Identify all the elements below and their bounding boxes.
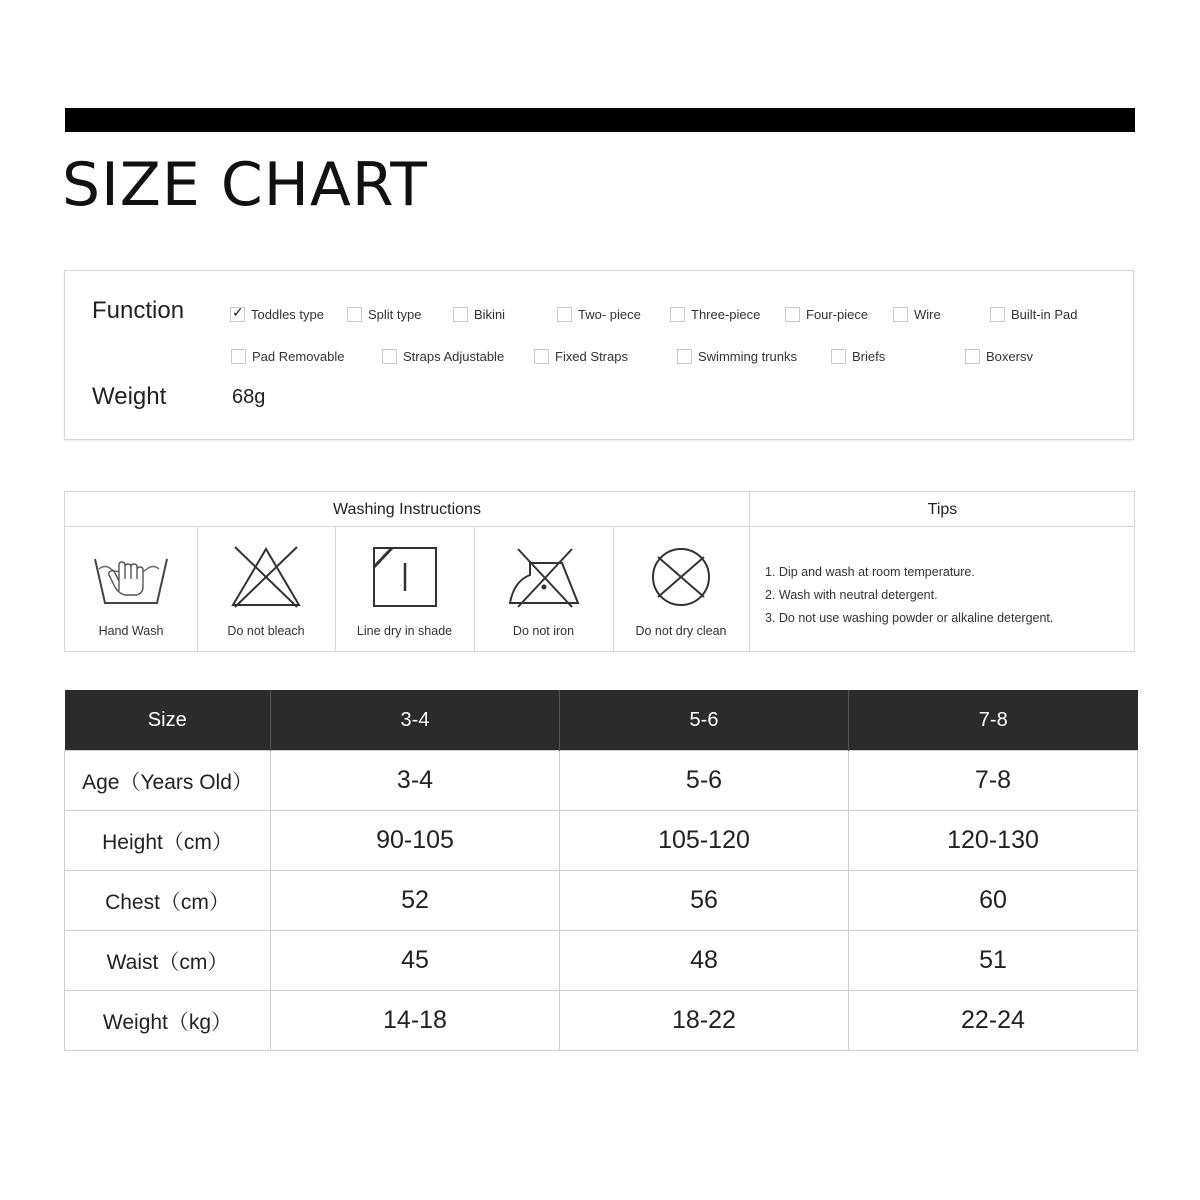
checkbox-icon[interactable] [831,349,846,364]
weight-value: 68g [232,386,266,408]
checkbox-icon[interactable] [557,307,572,322]
checkbox-checked-icon[interactable] [230,307,245,322]
no-dry-clean-icon [644,545,718,609]
option-label: Briefs [852,349,886,364]
table-cell: 7-8 [849,751,1138,811]
top-black-bar [65,108,1135,132]
function-panel [64,270,1134,440]
table-cell: 52 [271,871,560,931]
checkbox-icon[interactable] [965,349,980,364]
checkbox-icon[interactable] [382,349,397,364]
row-label: Age（Years Old） [65,751,271,811]
row-label: Height（cm） [65,811,271,871]
divider [749,492,750,651]
column-header: 5-6 [560,690,849,751]
table-cell: 18-22 [560,991,849,1051]
option-straps-adjustable[interactable] [382,349,504,364]
table-row [65,871,1138,931]
column-header: 7-8 [849,690,1138,751]
wash-item-label: Line dry in shade [356,624,453,638]
table-cell: 14-18 [271,991,560,1051]
table-header-row [65,690,1138,751]
wash-item-label: Do not iron [512,624,575,638]
option-label: Boxersv [986,349,1033,364]
option-label: Swimming trunks [698,349,797,364]
table-row [65,931,1138,991]
option-label: Built-in Pad [1011,307,1078,322]
table-cell: 60 [849,871,1138,931]
table-row [65,811,1138,871]
option-bikini[interactable] [453,307,505,322]
table-row [65,751,1138,811]
option-label: Toddles type [251,307,324,322]
option-wire[interactable] [893,307,941,322]
no-iron-icon [504,545,584,609]
option-label: Fixed Straps [555,349,628,364]
option-split-type[interactable] [347,307,421,322]
wash-item-no-dry-clean [613,527,749,651]
option-fixed-straps[interactable] [534,349,628,364]
wash-item-label: Do not bleach [227,624,305,638]
row-label: Chest（cm） [65,871,271,931]
option-swimming-trunks[interactable] [677,349,797,364]
table-cell: 48 [560,931,849,991]
function-label: Function [92,297,185,324]
tip-line: 1. Dip and wash at room temperature. [765,565,975,579]
option-label: Wire [914,307,941,322]
checkbox-icon[interactable] [670,307,685,322]
checkbox-icon[interactable] [534,349,549,364]
option-toddles-type[interactable] [230,307,324,322]
wash-item-label: Hand Wash [98,624,164,638]
option-four-piece[interactable] [785,307,868,322]
table-cell: 51 [849,931,1138,991]
table-cell: 3-4 [271,751,560,811]
option-boxersv[interactable] [965,349,1033,364]
checkbox-icon[interactable] [231,349,246,364]
table-cell: 5-6 [560,751,849,811]
no-bleach-icon [229,545,303,609]
option-label: Pad Removable [252,349,345,364]
size-table [64,690,1138,1051]
tip-line: 3. Do not use washing powder or alkaline detergent. [765,611,1054,625]
option-briefs[interactable] [831,349,885,364]
column-header: Size [65,690,271,751]
table-cell: 56 [560,871,849,931]
option-label: Four-piece [806,307,869,322]
page-title: SIZE CHART [62,150,428,220]
table-cell: 45 [271,931,560,991]
option-label: Bikini [474,307,506,322]
washing-panel [64,491,1135,652]
tips-list [765,561,1053,630]
tips-header: Tips [751,492,1134,527]
table-cell: 90-105 [271,811,560,871]
option-label: Straps Adjustable [403,349,505,364]
table-cell: 120-130 [849,811,1138,871]
wash-item-no-bleach [197,527,335,651]
table-cell: 105-120 [560,811,849,871]
row-label: Waist（cm） [65,931,271,991]
checkbox-icon[interactable] [785,307,800,322]
wash-item-label: Do not dry clean [635,624,727,638]
line-dry-shade-icon [370,545,440,609]
hand-wash-icon [91,545,171,609]
option-two-piece[interactable] [557,307,641,322]
tip-line: 2. Wash with neutral detergent. [765,588,938,602]
table-cell: 22-24 [849,991,1138,1051]
option-pad-removable[interactable] [231,349,345,364]
checkbox-icon[interactable] [677,349,692,364]
table-row [65,991,1138,1051]
column-header: 3-4 [271,690,560,751]
weight-label: Weight [92,383,167,410]
option-label: Three-piece [691,307,761,322]
wash-item-no-iron [474,527,613,651]
checkbox-icon[interactable] [347,307,362,322]
checkbox-icon[interactable] [893,307,908,322]
row-label: Weight（kg） [65,991,271,1051]
checkbox-icon[interactable] [453,307,468,322]
option-built-in-pad[interactable] [990,307,1077,322]
checkbox-icon[interactable] [990,307,1005,322]
wash-item-hand-wash [65,527,197,651]
washing-header: Washing Instructions [65,492,749,527]
wash-item-line-dry [335,527,474,651]
option-three-piece[interactable] [670,307,760,322]
option-label: Split type [368,307,422,322]
option-label: Two- piece [578,307,641,322]
